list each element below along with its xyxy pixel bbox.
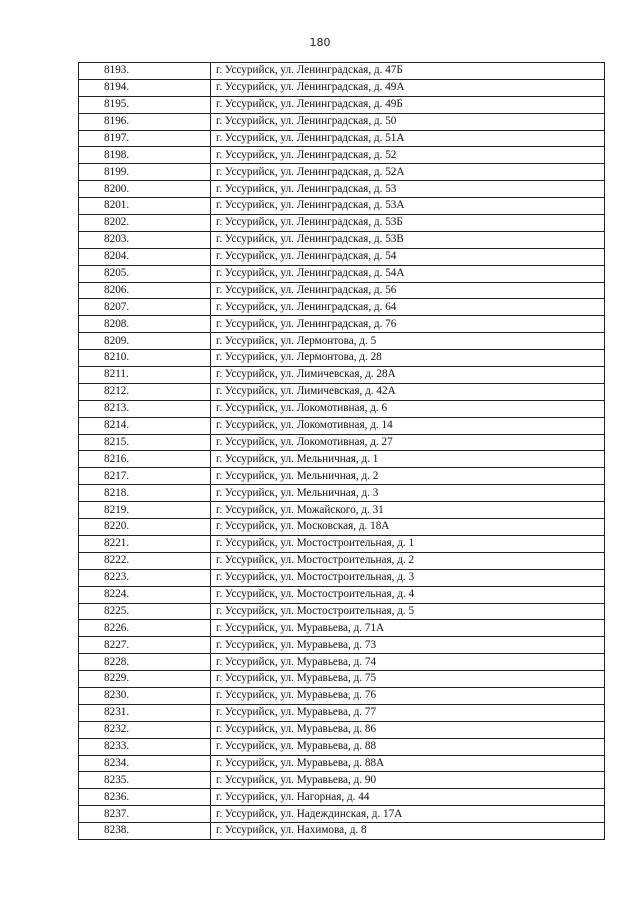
row-number: 8206. [79, 282, 211, 299]
table-row [79, 215, 605, 232]
row-address: г. Уссурийск, ул. Ленинградская, д. 56 [211, 282, 605, 299]
row-address: г. Уссурийск, ул. Ленинградская, д. 54 [211, 248, 605, 265]
table-row [79, 383, 605, 400]
row-number: 8205. [79, 265, 211, 282]
row-number: 8236. [79, 789, 211, 806]
address-table [78, 62, 605, 840]
table-row [79, 485, 605, 502]
table-row [79, 738, 605, 755]
row-number: 8211. [79, 367, 211, 384]
table-row [79, 637, 605, 654]
row-number: 8224. [79, 586, 211, 603]
row-number: 8220. [79, 519, 211, 536]
row-number: 8199. [79, 164, 211, 181]
row-number: 8235. [79, 772, 211, 789]
table-row [79, 96, 605, 113]
table-row [79, 282, 605, 299]
row-number: 8207. [79, 299, 211, 316]
row-address: г. Уссурийск, ул. Ленинградская, д. 53А [211, 198, 605, 215]
row-address: г. Уссурийск, ул. Мельничная, д. 3 [211, 485, 605, 502]
row-address: г. Уссурийск, ул. Муравьева, д. 88А [211, 755, 605, 772]
row-address: г. Уссурийск, ул. Можайского, д. 31 [211, 502, 605, 519]
row-number: 8210. [79, 350, 211, 367]
row-number: 8222. [79, 552, 211, 569]
table-row [79, 130, 605, 147]
table-row [79, 316, 605, 333]
row-address: г. Уссурийск, ул. Муравьева, д. 71А [211, 620, 605, 637]
row-number: 8230. [79, 687, 211, 704]
row-address: г. Уссурийск, ул. Муравьева, д. 86 [211, 721, 605, 738]
row-number: 8227. [79, 637, 211, 654]
table-row [79, 181, 605, 198]
row-address: г. Уссурийск, ул. Нахимова, д. 8 [211, 823, 605, 840]
row-number: 8212. [79, 383, 211, 400]
row-number: 8238. [79, 823, 211, 840]
table-row [79, 654, 605, 671]
row-address: г. Уссурийск, ул. Ленинградская, д. 53Б [211, 215, 605, 232]
row-address: г. Уссурийск, ул. Ленинградская, д. 64 [211, 299, 605, 316]
table-row [79, 721, 605, 738]
row-number: 8197. [79, 130, 211, 147]
row-number: 8193. [79, 63, 211, 80]
table-row [79, 687, 605, 704]
table-row [79, 434, 605, 451]
row-number: 8208. [79, 316, 211, 333]
row-address: г. Уссурийск, ул. Ленинградская, д. 52 [211, 147, 605, 164]
row-address: г. Уссурийск, ул. Лермонтова, д. 5 [211, 333, 605, 350]
row-number: 8198. [79, 147, 211, 164]
table-row [79, 164, 605, 181]
row-address: г. Уссурийск, ул. Муравьева, д. 76 [211, 687, 605, 704]
row-number: 8231. [79, 704, 211, 721]
row-number: 8221. [79, 535, 211, 552]
row-number: 8214. [79, 417, 211, 434]
address-table-body [79, 63, 605, 840]
row-address: г. Уссурийск, ул. Муравьева, д. 88 [211, 738, 605, 755]
table-row [79, 79, 605, 96]
table-row [79, 400, 605, 417]
row-number: 8223. [79, 569, 211, 586]
row-address: г. Уссурийск, ул. Ленинградская, д. 50 [211, 113, 605, 130]
row-number: 8228. [79, 654, 211, 671]
row-address: г. Уссурийск, ул. Мельничная, д. 2 [211, 468, 605, 485]
row-address: г. Уссурийск, ул. Ленинградская, д. 53В [211, 231, 605, 248]
row-number: 8215. [79, 434, 211, 451]
row-address: г. Уссурийск, ул. Нагорная, д. 44 [211, 789, 605, 806]
row-address: г. Уссурийск, ул. Мостостроительная, д. 3 [211, 569, 605, 586]
table-row [79, 535, 605, 552]
row-number: 8209. [79, 333, 211, 350]
row-number: 8226. [79, 620, 211, 637]
row-number: 8218. [79, 485, 211, 502]
row-address: г. Уссурийск, ул. Ленинградская, д. 53 [211, 181, 605, 198]
table-row [79, 569, 605, 586]
table-row [79, 198, 605, 215]
table-row [79, 772, 605, 789]
row-number: 8204. [79, 248, 211, 265]
row-number: 8232. [79, 721, 211, 738]
row-number: 8196. [79, 113, 211, 130]
row-address: г. Уссурийск, ул. Муравьева, д. 77 [211, 704, 605, 721]
table-row [79, 147, 605, 164]
table-row [79, 620, 605, 637]
table-row [79, 265, 605, 282]
table-row [79, 468, 605, 485]
row-address: г. Уссурийск, ул. Лермонтова, д. 28 [211, 350, 605, 367]
table-row [79, 502, 605, 519]
row-number: 8229. [79, 671, 211, 688]
table-row [79, 806, 605, 823]
row-address: г. Уссурийск, ул. Мельничная, д. 1 [211, 451, 605, 468]
row-number: 8237. [79, 806, 211, 823]
page-number: 180 [309, 36, 331, 49]
row-number: 8217. [79, 468, 211, 485]
table-row [79, 231, 605, 248]
row-address: г. Уссурийск, ул. Ленинградская, д. 51А [211, 130, 605, 147]
row-number: 8202. [79, 215, 211, 232]
table-row [79, 299, 605, 316]
row-address: г. Уссурийск, ул. Локомотивная, д. 6 [211, 400, 605, 417]
row-address: г. Уссурийск, ул. Мостостроительная, д. 1 [211, 535, 605, 552]
row-address: г. Уссурийск, ул. Лимичевская, д. 42А [211, 383, 605, 400]
row-address: г. Уссурийск, ул. Локомотивная, д. 14 [211, 417, 605, 434]
row-address: г. Уссурийск, ул. Ленинградская, д. 76 [211, 316, 605, 333]
table-row [79, 755, 605, 772]
row-address: г. Уссурийск, ул. Мостостроительная, д. 5 [211, 603, 605, 620]
table-row [79, 704, 605, 721]
row-address: г. Уссурийск, ул. Муравьева, д. 73 [211, 637, 605, 654]
row-address: г. Уссурийск, ул. Лимичевская, д. 28А [211, 367, 605, 384]
table-row [79, 519, 605, 536]
row-number: 8194. [79, 79, 211, 96]
row-address: г. Уссурийск, ул. Ленинградская, д. 49А [211, 79, 605, 96]
row-number: 8219. [79, 502, 211, 519]
table-row [79, 789, 605, 806]
table-row [79, 350, 605, 367]
row-address: г. Уссурийск, ул. Ленинградская, д. 49Б [211, 96, 605, 113]
row-address: г. Уссурийск, ул. Московская, д. 18А [211, 519, 605, 536]
row-address: г. Уссурийск, ул. Муравьева, д. 74 [211, 654, 605, 671]
row-address: г. Уссурийск, ул. Ленинградская, д. 54А [211, 265, 605, 282]
row-number: 8233. [79, 738, 211, 755]
row-number: 8225. [79, 603, 211, 620]
row-number: 8234. [79, 755, 211, 772]
table-row [79, 63, 605, 80]
table-row [79, 248, 605, 265]
row-address: г. Уссурийск, ул. Ленинградская, д. 47Б [211, 63, 605, 80]
table-row [79, 671, 605, 688]
row-address: г. Уссурийск, ул. Мостостроительная, д. 4 [211, 586, 605, 603]
row-address: г. Уссурийск, ул. Муравьева, д. 75 [211, 671, 605, 688]
row-number: 8216. [79, 451, 211, 468]
table-row [79, 417, 605, 434]
table-row [79, 823, 605, 840]
row-address: г. Уссурийск, ул. Мостостроительная, д. 2 [211, 552, 605, 569]
row-number: 8203. [79, 231, 211, 248]
table-row [79, 451, 605, 468]
table-row [79, 333, 605, 350]
table-row [79, 552, 605, 569]
table-row [79, 586, 605, 603]
row-number: 8213. [79, 400, 211, 417]
table-row [79, 603, 605, 620]
row-address: г. Уссурийск, ул. Муравьева, д. 90 [211, 772, 605, 789]
row-number: 8201. [79, 198, 211, 215]
table-row [79, 367, 605, 384]
row-address: г. Уссурийск, ул. Надеждинская, д. 17А [211, 806, 605, 823]
row-number: 8200. [79, 181, 211, 198]
row-number: 8195. [79, 96, 211, 113]
row-address: г. Уссурийск, ул. Локомотивная, д. 27 [211, 434, 605, 451]
row-address: г. Уссурийск, ул. Ленинградская, д. 52А [211, 164, 605, 181]
table-row [79, 113, 605, 130]
